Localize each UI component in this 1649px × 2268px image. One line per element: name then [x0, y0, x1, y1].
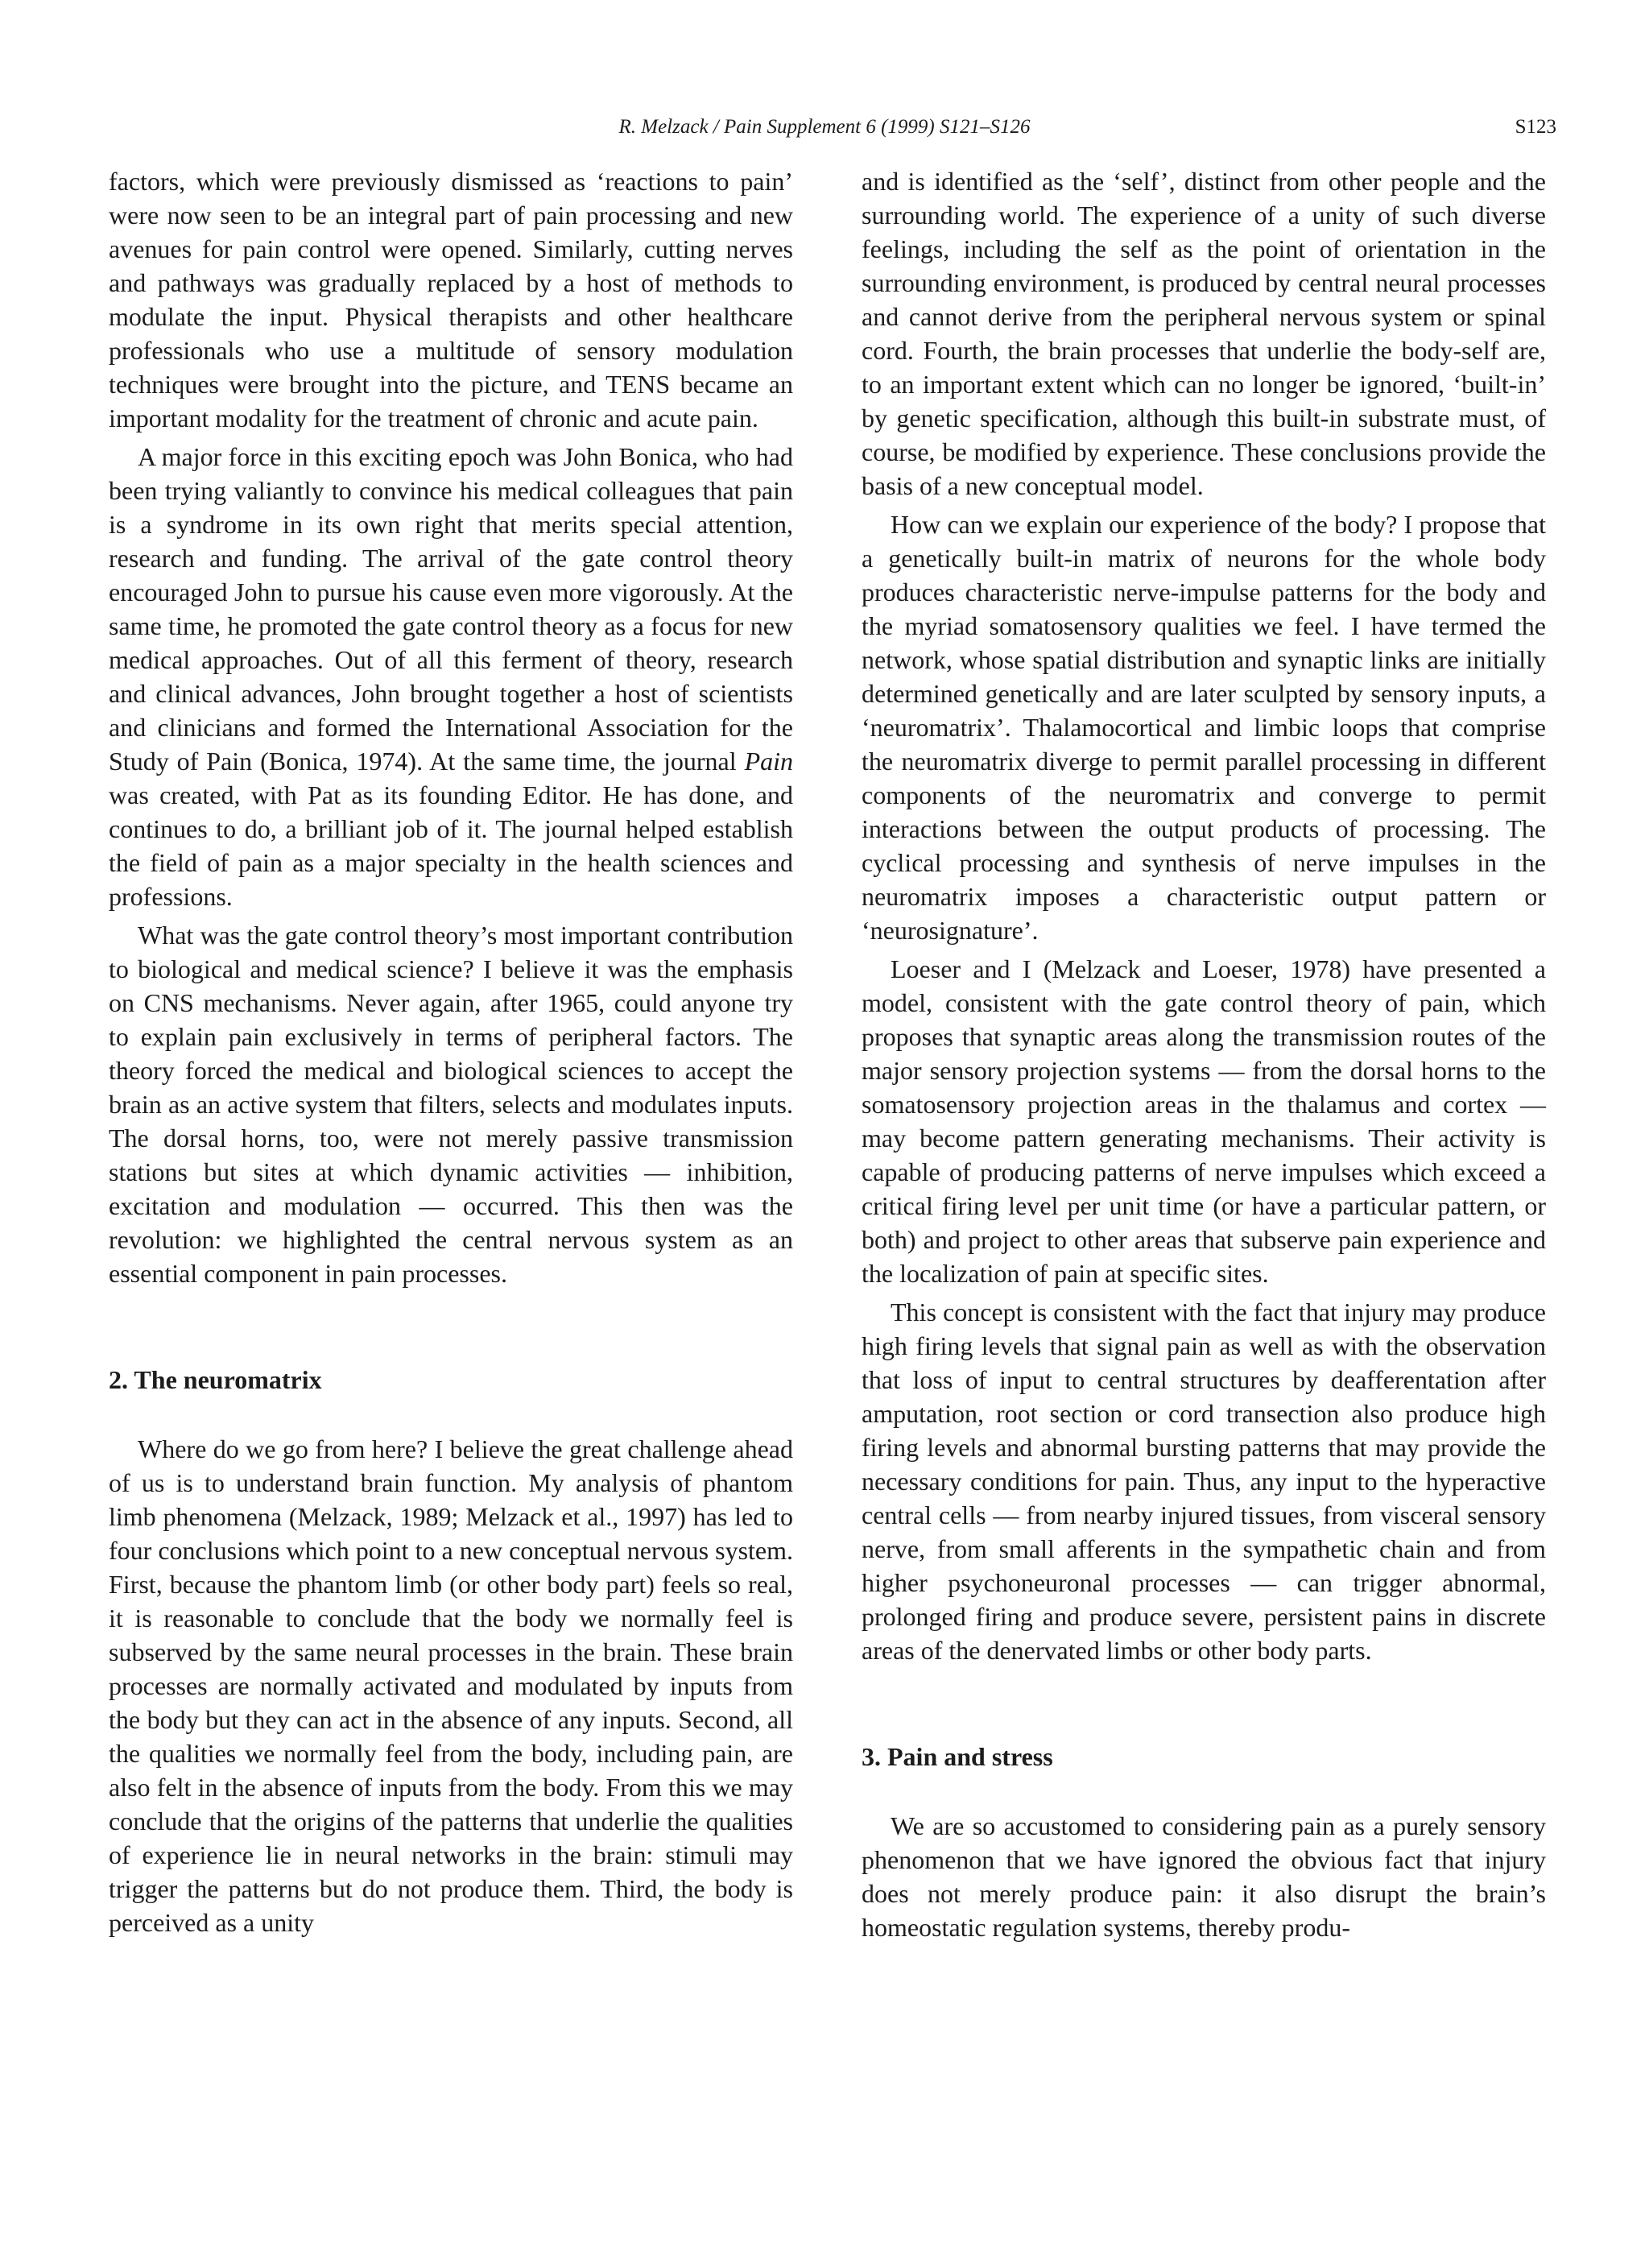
- running-head: [0, 111, 1649, 143]
- page-number: S123: [1515, 116, 1556, 138]
- spacer: [862, 1672, 1546, 1740]
- paragraph: How can we explain our experience of the body? I propose that a genetically built-in matrix of neurons for the whole body produces characteristic nerve-impulse patterns for the body and the myriad somatosensory qualities we feel. I have termed the network, whose spatial distribution and synaptic links are initially determined genetically and are later sculpted by sensory inputs, a ‘neuromatrix’. Thalamocortical and limbic loops that comprise the neuromatrix diverge to permit parallel processing in different components of the neuromatrix and converge to permit interactions between the output products of processing. The cyclical processing and synthesis of nerve impulses in the neuromatrix imposes a characteristic output pattern or ‘neurosignature’.: [862, 510, 1546, 945]
- paragraph: [109, 440, 793, 913]
- paragraph: Where do we go from here? I believe the great challenge ahead of us is to understand brain function. My analysis of phantom limb phenomena (Melzack, 1989; Melzack et al., 1997) has led to four conclusions which point to a new conceptual nervous system. First, because the phantom limb (or other body part) feels so real, it is reasonable to conclude that the body we normally feel is subserved by the same neural processes in the brain. These brain processes are normally activated and modulated by inputs from the body but they can act in the absence of any inputs. Second, all the qualities we normally feel from the body, including pain, are also felt in the absence of inputs from the body. From this we may conclude that the origins of the patterns that underlie the qualities of experience lie in neural networks in the brain: stimuli may trigger the patterns but do not produce them. Third, the body is perceived as a unity: [109, 1434, 793, 1937]
- spacer: [109, 1397, 793, 1432]
- paragraph: This concept is consistent with the fact that injury may produce high firing levels that signal pain as well as with the observation that loss of input to central structures by deafferentation after amputation, root section or cord transection also produce high firing levels and abnormal bursting patterns that may provide the necessary conditions for pain. Thus, any input to the hyperactive central cells — from nearby injured tissues, from visceral sensory nerve, from small afferents in the sympathetic chain and from higher psychoneuronal processes — can trigger abnormal, prolonged firing and produce severe, persistent pains in discrete areas of the denervated limbs or other body parts.: [862, 1297, 1546, 1665]
- paragraph: We are so accustomed to considering pain as a purely sensory phenomenon that we have ignored the obvious fact that injury does not merely produce pain: it also disrupt the brain’s homeostatic regulation systems, thereby produ-: [862, 1811, 1546, 1942]
- paragraph-text: was created, with Pat as its founding Editor. He has done, and continues to do, a brilliant job of it. The journal helped establish the field of pain as a major specialty in the health sciences and professions.: [109, 780, 793, 911]
- left-column: [109, 164, 793, 1944]
- paragraph: What was the gate control theory’s most important contribution to biological and medical science? I believe it was the emphasis on CNS mechanisms. Never again, after 1965, could anyone try to explain pain exclusively in terms of peripheral factors. The theory forced the medical and biological sciences to accept the brain as an active system that filters, selects and modulates inputs. The dorsal horns, too, were not merely passive transmission stations but sites at which dynamic activities — inhibition, excitation and modulation — occurred. This then was the revolution: we highlighted the central nervous system as an essential component in pain processes.: [109, 921, 793, 1288]
- spacer: [862, 1773, 1546, 1809]
- right-column: [862, 164, 1546, 1949]
- section-heading: 2. The neuromatrix: [109, 1365, 322, 1394]
- running-title: R. Melzack / Pain Supplement 6 (1999) S121–S126: [618, 116, 1031, 138]
- section-heading: 3. Pain and stress: [862, 1742, 1053, 1771]
- paragraph: factors, which were previously dismissed as ‘reactions to pain’ were now seen to be an integral part of pain processing and new avenues for pain control were opened. Similarly, cutting nerves and pathways was gradually replaced by a host of methods to modulate the input. Physical therapists and other healthcare professionals who use a multitude of sensory modulation techniques were brought into the picture, and TENS became an important modality for the treatment of chronic and acute pain.: [109, 167, 793, 432]
- paragraph-text: A major force in this exciting epoch was John Bonica, who had been trying valiantly to convince his medical colleagues that pain is a syndrome in its own right that merits special attention, research and funding. The arrival of the gate control theory encouraged John to pursue his cause even more vigorously. At the same time, he promoted the gate control theory as a focus for new medical approaches. Out of all this ferment of theory, research and clinical advances, John brought together a host of scientists and clinicians and formed the International Association for the Study of Pain (Bonica, 1974). At the same time, the journal: [109, 442, 793, 776]
- paragraph: Loeser and I (Melzack and Loeser, 1978) have presented a model, consistent with the gate control theory of pain, which proposes that synaptic areas along the transmission routes of the major sensory projection systems — from the dorsal horns to the somatosensory projection areas in the thalamus and cortex — may become pattern generating mechanisms. Their activity is capable of producing patterns of nerve impulses which exceed a critical firing level per unit time (or have a particular pattern, or both) and project to other areas that subserve pain experience and the localization of pain at specific sites.: [862, 954, 1546, 1288]
- spacer: [109, 1295, 793, 1363]
- journal-name: Pain: [744, 747, 793, 776]
- paragraph: and is identified as the ‘self’, distinct from other people and the surrounding world. The experience of a unity of such diverse feelings, including the self as the point of orientation in the surrounding environment, is produced by central neural processes and cannot derive from the peripheral nervous system or spinal cord. Fourth, the brain processes that underlie the body-self are, to an important extent which can no longer be ignored, ‘built-in’ by genetic specification, although this built-in substrate must, of course, be modified by experience. These conclusions provide the basis of a new conceptual model.: [862, 167, 1546, 500]
